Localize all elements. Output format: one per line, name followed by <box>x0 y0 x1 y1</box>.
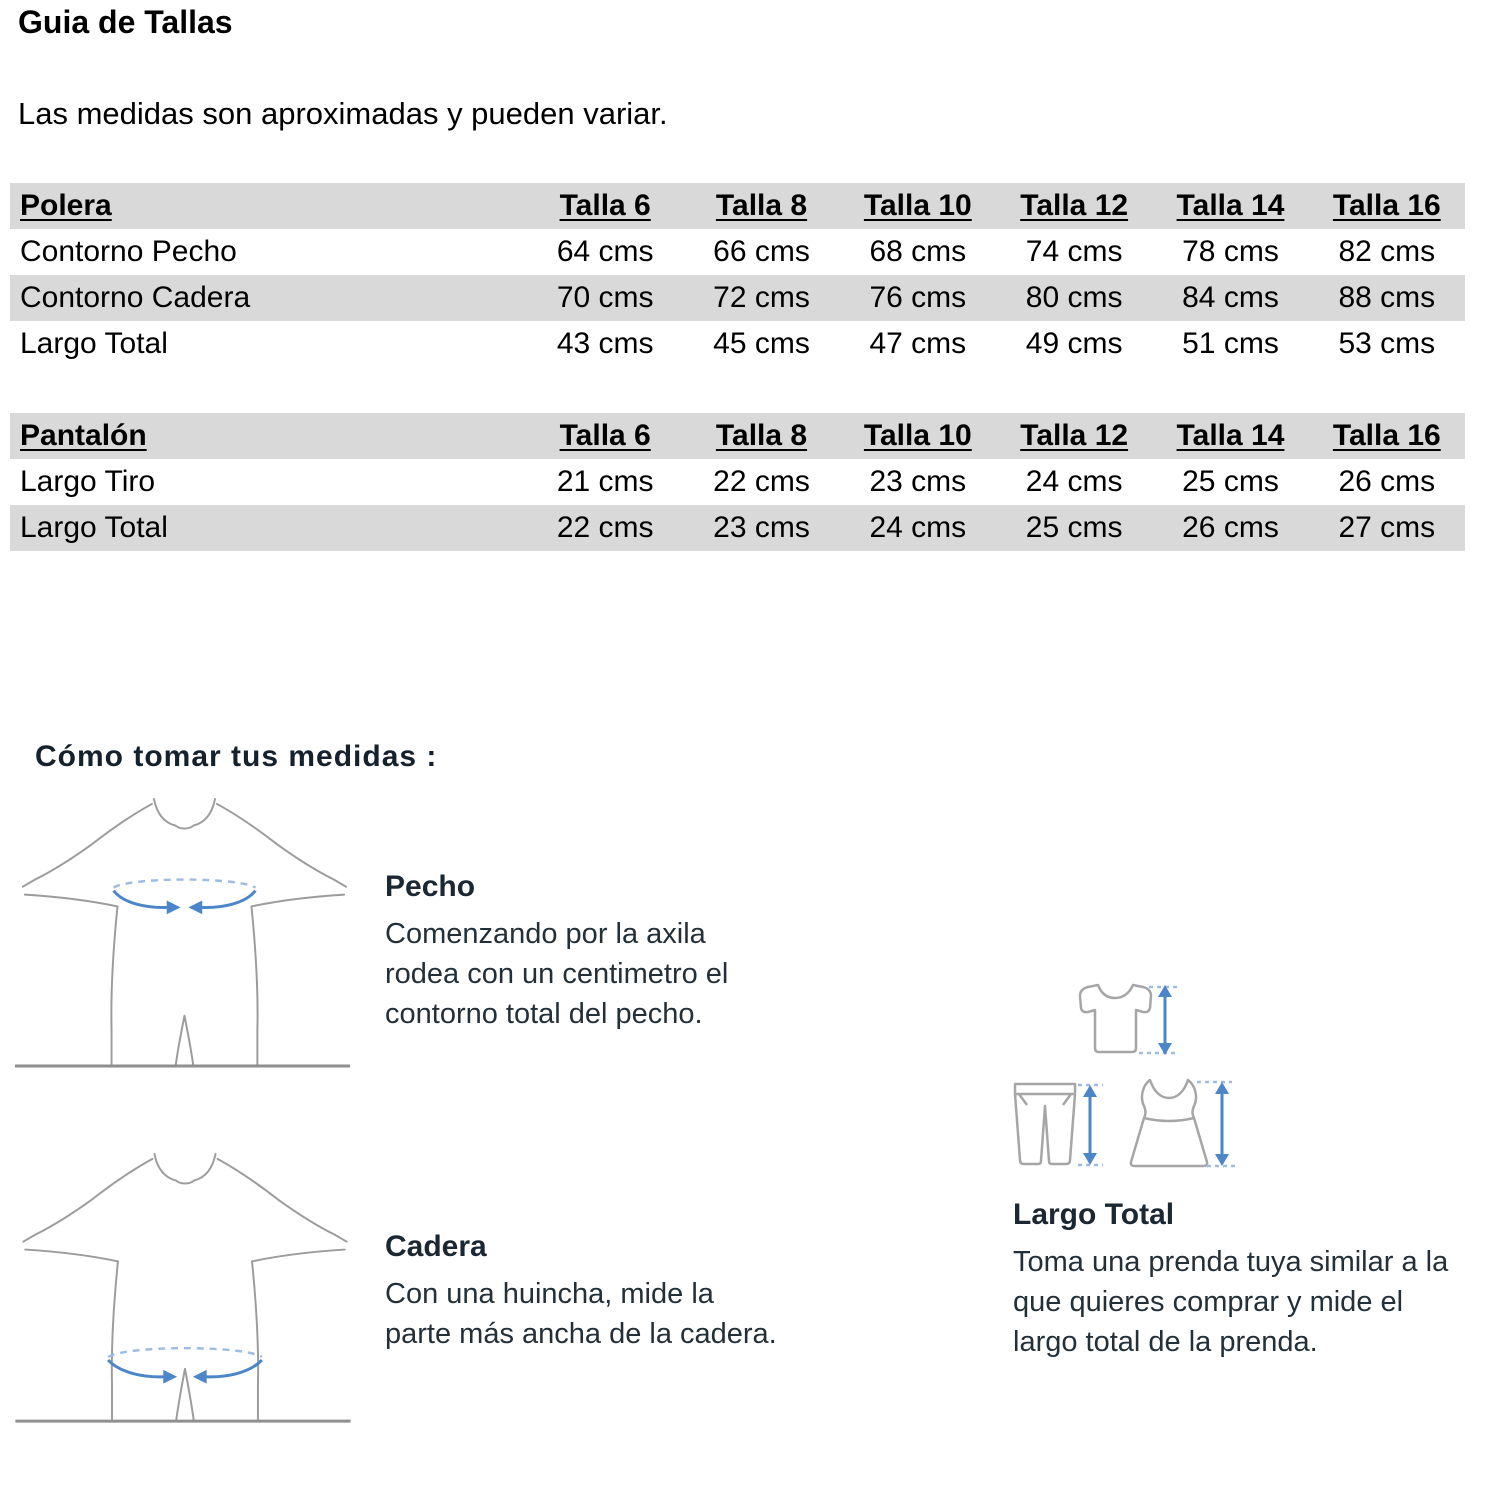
value-cell: 74 cms <box>1025 235 1123 268</box>
value-cell: 78 cms <box>1182 235 1279 268</box>
table-title-cell <box>10 183 527 229</box>
pecho-description: Comenzando por la axila rodea con un centimetro el contorno total del pecho. <box>385 918 729 1030</box>
value-cell: 26 cms <box>1338 465 1436 498</box>
pants-icon <box>1015 1084 1075 1164</box>
value-cell: 24 cms <box>1025 465 1123 498</box>
value-cell: 80 cms <box>1025 281 1123 314</box>
body-hip-icon <box>13 1148 353 1429</box>
size-column-header: Talla 16 <box>1332 189 1441 222</box>
value-cell: 66 cms <box>713 235 810 268</box>
value-cell: 22 cms <box>556 511 654 544</box>
size-column-header: Talla 6 <box>559 419 651 452</box>
value-cell: 84 cms <box>1182 281 1279 314</box>
size-column-header: Talla 12 <box>1020 419 1129 452</box>
size-column-header: Talla 6 <box>559 189 651 222</box>
table-row <box>10 505 1465 551</box>
table-row <box>10 229 1465 275</box>
table-title-cell <box>10 413 527 459</box>
largo-total-heading: Largo Total <box>1013 1198 1175 1231</box>
size-column-header: Talla 10 <box>863 419 972 452</box>
disclaimer-text: Las medidas son aproximadas y pueden variar. <box>18 96 668 131</box>
value-cell: 27 cms <box>1338 511 1436 544</box>
value-cell: 23 cms <box>713 511 810 544</box>
value-cell: 25 cms <box>1182 465 1279 498</box>
value-cell: 82 cms <box>1338 235 1436 268</box>
row-label-cell: Largo Tiro <box>20 465 156 498</box>
value-cell: 24 cms <box>869 511 967 544</box>
value-cell: 70 cms <box>556 281 654 314</box>
cadera-heading: Cadera <box>385 1230 487 1263</box>
pecho-instruction <box>385 870 785 1034</box>
value-cell: 51 cms <box>1182 327 1279 360</box>
row-label-cell: Contorno Cadera <box>20 281 251 314</box>
length-arrow-icon <box>1139 985 1179 1055</box>
table-header-row <box>10 413 1465 459</box>
cadera-instruction <box>385 1230 785 1354</box>
value-cell: 21 cms <box>556 465 654 498</box>
cadera-description: Con una huincha, mide la parte más ancha de la cadera. <box>385 1278 777 1350</box>
value-cell: 25 cms <box>1025 511 1123 544</box>
size-column-header: Talla 8 <box>715 189 808 222</box>
pantalon-size-table <box>10 413 1465 551</box>
value-cell: 88 cms <box>1338 281 1436 314</box>
page-title: Guia de Tallas <box>18 4 233 40</box>
table-title: Polera <box>20 189 112 222</box>
table-row <box>10 459 1465 505</box>
dress-icon <box>1131 1080 1207 1166</box>
value-cell: 76 cms <box>869 281 967 314</box>
row-label-cell: Largo Total <box>20 327 168 360</box>
length-arrow-icon <box>1197 1082 1237 1166</box>
largo-total-instruction <box>1013 1198 1458 1362</box>
row-label-cell: Largo Total <box>20 511 168 544</box>
length-arrow-icon <box>1078 1085 1103 1165</box>
largo-total-description: Toma una prenda tuya similar a la que quieres comprar y mide el largo total de la prenda. <box>1013 1246 1449 1358</box>
value-cell: 47 cms <box>869 327 967 360</box>
value-cell: 64 cms <box>556 235 654 268</box>
polera-size-table <box>10 183 1465 367</box>
value-cell: 68 cms <box>869 235 967 268</box>
pecho-heading: Pecho <box>385 870 476 903</box>
value-cell: 23 cms <box>869 465 967 498</box>
body-chest-icon <box>15 793 350 1074</box>
table-row <box>10 321 1465 367</box>
size-column-header: Talla 10 <box>863 189 972 222</box>
size-column-header: Talla 14 <box>1176 419 1285 452</box>
chest-measure-arrow-icon <box>114 880 256 915</box>
value-cell: 72 cms <box>713 281 810 314</box>
measure-section-heading: Cómo tomar tus medidas : <box>35 740 438 773</box>
value-cell: 53 cms <box>1338 327 1436 360</box>
table-title: Pantalón <box>20 419 147 452</box>
tshirt-icon <box>1080 985 1151 1052</box>
table-header-row <box>10 183 1465 229</box>
value-cell: 22 cms <box>713 465 810 498</box>
size-column-header: Talla 14 <box>1176 189 1285 222</box>
value-cell: 49 cms <box>1025 327 1123 360</box>
value-cell: 45 cms <box>713 327 810 360</box>
table-row <box>10 275 1465 321</box>
garment-length-icons <box>1000 972 1280 1207</box>
size-column-header: Talla 8 <box>715 419 808 452</box>
size-column-header: Talla 12 <box>1020 189 1129 222</box>
row-label-cell: Contorno Pecho <box>20 235 237 268</box>
value-cell: 43 cms <box>556 327 654 360</box>
value-cell: 26 cms <box>1182 511 1279 544</box>
hip-measure-arrow-icon <box>108 1348 262 1383</box>
size-column-header: Talla 16 <box>1332 419 1441 452</box>
